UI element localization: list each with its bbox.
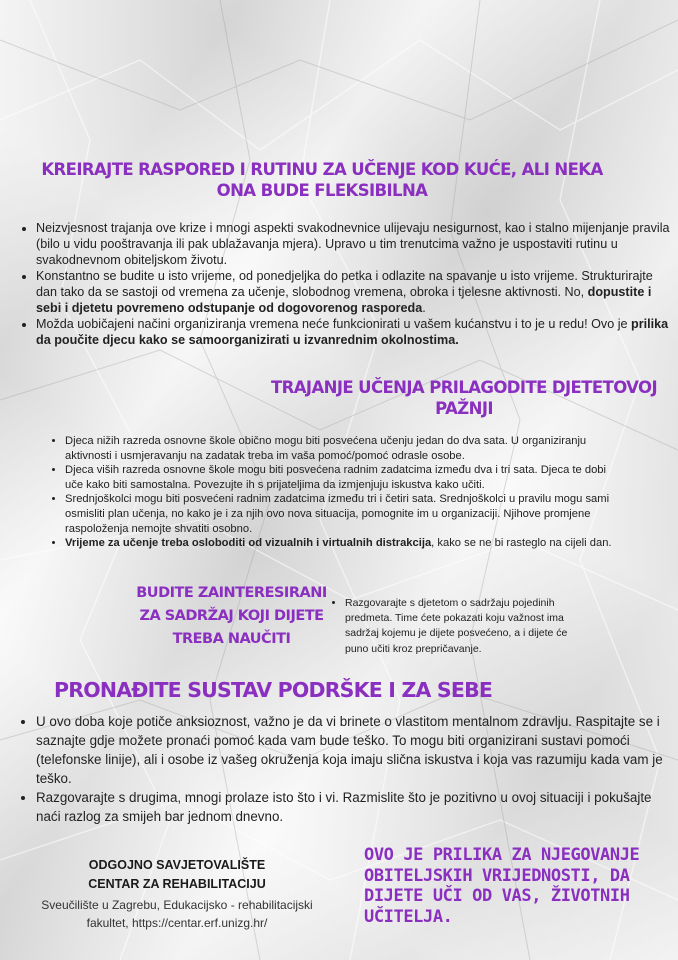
list-item: • Vrijeme za učenje treba osloboditi od vizualnih i virtualnih distrakcija, kako se ne bi rasteglo na cijeli dan. bbox=[65, 536, 625, 551]
list-item: • U ovo doba koje potiče anksioznost, važno je da vi brinete o vlastitom mentalnom zdravlju. Raspitajte se i saznajte gdje možete pronaći pomoć kada vam bude teško. To mogu biti organizirani sustavi pomoći (telefonske linije), ali i osobe iz vašeg okruženja koja imaju slična iskustva i koja vas razumiju kada vam je teško. bbox=[36, 712, 676, 788]
list-item: • Srednjoškolci mogu biti posvećeni radnim zadatcima između tri i četiri sata. Srednjoškolci u pravilu mogu sami osmisliti plan učenja, no kako je i za njih ovo nova situacija, pomognite im u organizaciji. Njihove promjene raspoloženja nemojte shvatiti osobno. bbox=[65, 492, 625, 536]
list-item: • Neizvjesnost trajanja ove krize i mnogi aspekti svakodnevnice ulijevaju nesigurnost, kao i stalno mijenjanje pravila (bilo u vidu pooštravanja ili pak ublažavanja mjera). Upravo u tim trenutcima važno je uspostaviti rutinu u svakodnevnom obiteljskom životu. bbox=[36, 220, 674, 268]
list-item: • Razgovarajte s djetetom o sadržaju pojedinih predmeta. Time ćete pokazati koju važnost ima sadržaj kojemu je dijete posvećeno, a i dijete će puno učiti kroz prepričavanje. bbox=[345, 596, 585, 657]
list-item: • Djeca nižih razreda osnovne škole obično mogu biti posvećena učenju jedan do dva sata. U organiziranju aktivnosti i usmjeravanju na zadatak treba im vaša pomoć/pomoć odrasle osobe. bbox=[65, 434, 625, 463]
list-item: • Razgovarajte s drugima, mnogi prolaze isto što i vi. Razmislite što je pozitivno u ovoj situaciji i pokušajte naći razlog za smijeh bar jednom dnevno. bbox=[36, 788, 676, 826]
list-item: • Možda uobičajeni načini organiziranja vremena neće funkcionirati u vašem kućanstvu i to je u redu! Ovo je prilika da poučite djecu kako se samoorganizirati u izvanrednim okolnostima. bbox=[36, 316, 674, 348]
support-bullet-list bbox=[20, 712, 676, 826]
organization-affiliation: Sveučilište u Zagrebu, Edukacijsko - rehabilitacijski fakultet, https://centar.erf.unizg.hr/ bbox=[41, 898, 313, 930]
list-item: • Konstantno se budite u isto vrijeme, od ponedjeljka do petka i odlazite na spavanje u isto vrijeme. Strukturirajte dan tako da se sastoji od vremena za učenje, slobodnog vremena, obroka i tjelesne aktivnosti. No, dopustite i sebi i djetetu povremeno odstupanje od dogovorenog rasporeda. bbox=[36, 268, 674, 316]
closing-statement: OVO JE PRILIKA ZA NJEGOVANJE OBITELJSKIH VRIJEDNOSTI, DA DIJETE UČI OD VAS, ŽIVOTNIH UČITELJA. bbox=[364, 845, 640, 927]
organization-footer bbox=[20, 856, 334, 932]
section-heading-interest: BUDITE ZAINTERESIRANI ZA SADRŽAJ KOJI DIJETE TREBA NAUČITI bbox=[136, 585, 327, 647]
section-heading-attention: TRAJANJE UČENJA PRILAGODITE DJETETOVOJ PAŽNJI bbox=[270, 378, 658, 418]
section-heading-routine: KREIRAJTE RASPORED I RUTINU ZA UČENJE KOD KUĆE, ALI NEKA ONA BUDE FLEKSIBILNA bbox=[41, 160, 603, 200]
organization-name: ODGOJNO SAVJETOVALIŠTE bbox=[88, 858, 266, 872]
list-item: • Djeca viših razreda osnovne škole mogu biti posvećena radnim zadatcima između dva i tri sata. Djeca te dobi uče kako biti samostalna. Povezujte ih s prijateljima da izmjenjuju iskustva kako učiti. bbox=[65, 463, 625, 492]
organization-unit: CENTAR ZA REHABILITACIJU bbox=[88, 877, 266, 891]
routine-bullet-list bbox=[20, 220, 674, 348]
interest-bullet-list bbox=[340, 596, 585, 657]
attention-bullet-list bbox=[60, 434, 625, 551]
section-heading-support: PRONAĐITE SUSTAV PODRŠKE I ZA SEBE bbox=[54, 678, 493, 702]
